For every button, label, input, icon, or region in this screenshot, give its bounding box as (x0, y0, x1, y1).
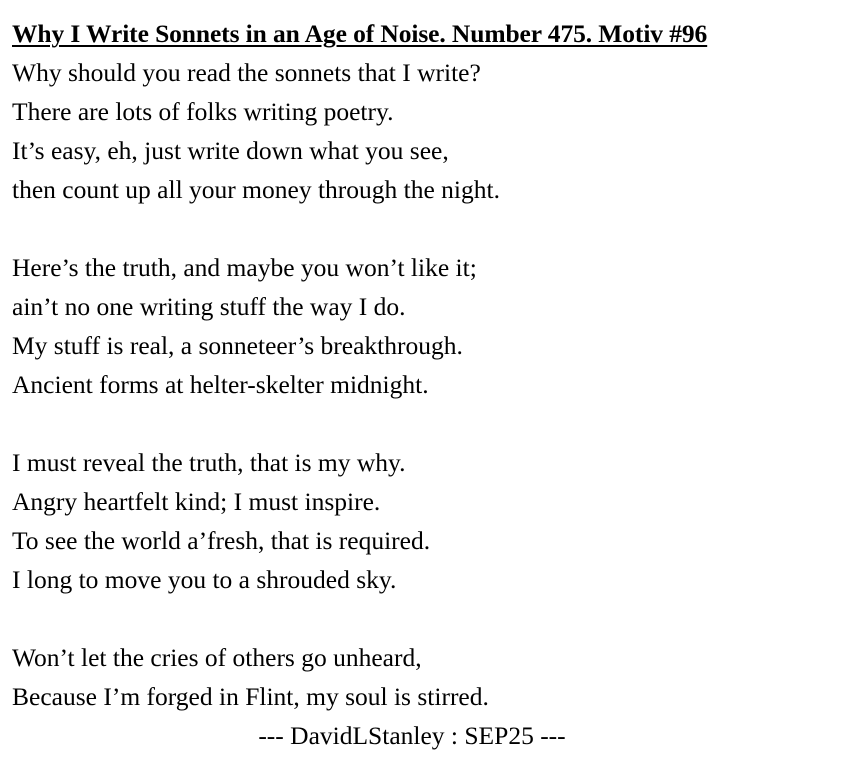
poem-line: There are lots of folks writing poetry. (12, 97, 394, 126)
couplet (12, 638, 838, 716)
poem-line: Angry heartfelt kind; I must inspire. (12, 487, 381, 516)
poem-line: To see the world a’fresh, that is required. (12, 526, 431, 555)
poem-line: My stuff is real, a sonneteer’s breakthrough. (12, 331, 463, 360)
author-signature: --- DavidLStanley : SEP25 --- (258, 721, 566, 750)
stanza-1 (12, 53, 838, 209)
poem-line: Ancient forms at helter-skelter midnight. (12, 370, 429, 399)
poem-line: then count up all your money through the night. (12, 175, 500, 204)
stanza-3 (12, 443, 838, 599)
poem-title: Why I Write Sonnets in an Age of Noise. Number 475. Motiv #96 (12, 19, 708, 48)
poem-line: Why should you read the sonnets that I write? (12, 58, 481, 87)
poem-line: ain’t no one writing stuff the way I do. (12, 292, 406, 321)
poem-line: Because I’m forged in Flint, my soul is stirred. (12, 682, 489, 711)
poem-line: I long to move you to a shrouded sky. (12, 565, 397, 594)
poem-line: It’s easy, eh, just write down what you see, (12, 136, 449, 165)
poem-line: Won’t let the cries of others go unheard, (12, 643, 422, 672)
poem-line: Here’s the truth, and maybe you won’t like it; (12, 253, 477, 282)
poem-page (12, 14, 838, 750)
stanza-2 (12, 248, 838, 404)
poem-line: I must reveal the truth, that is my why. (12, 448, 406, 477)
